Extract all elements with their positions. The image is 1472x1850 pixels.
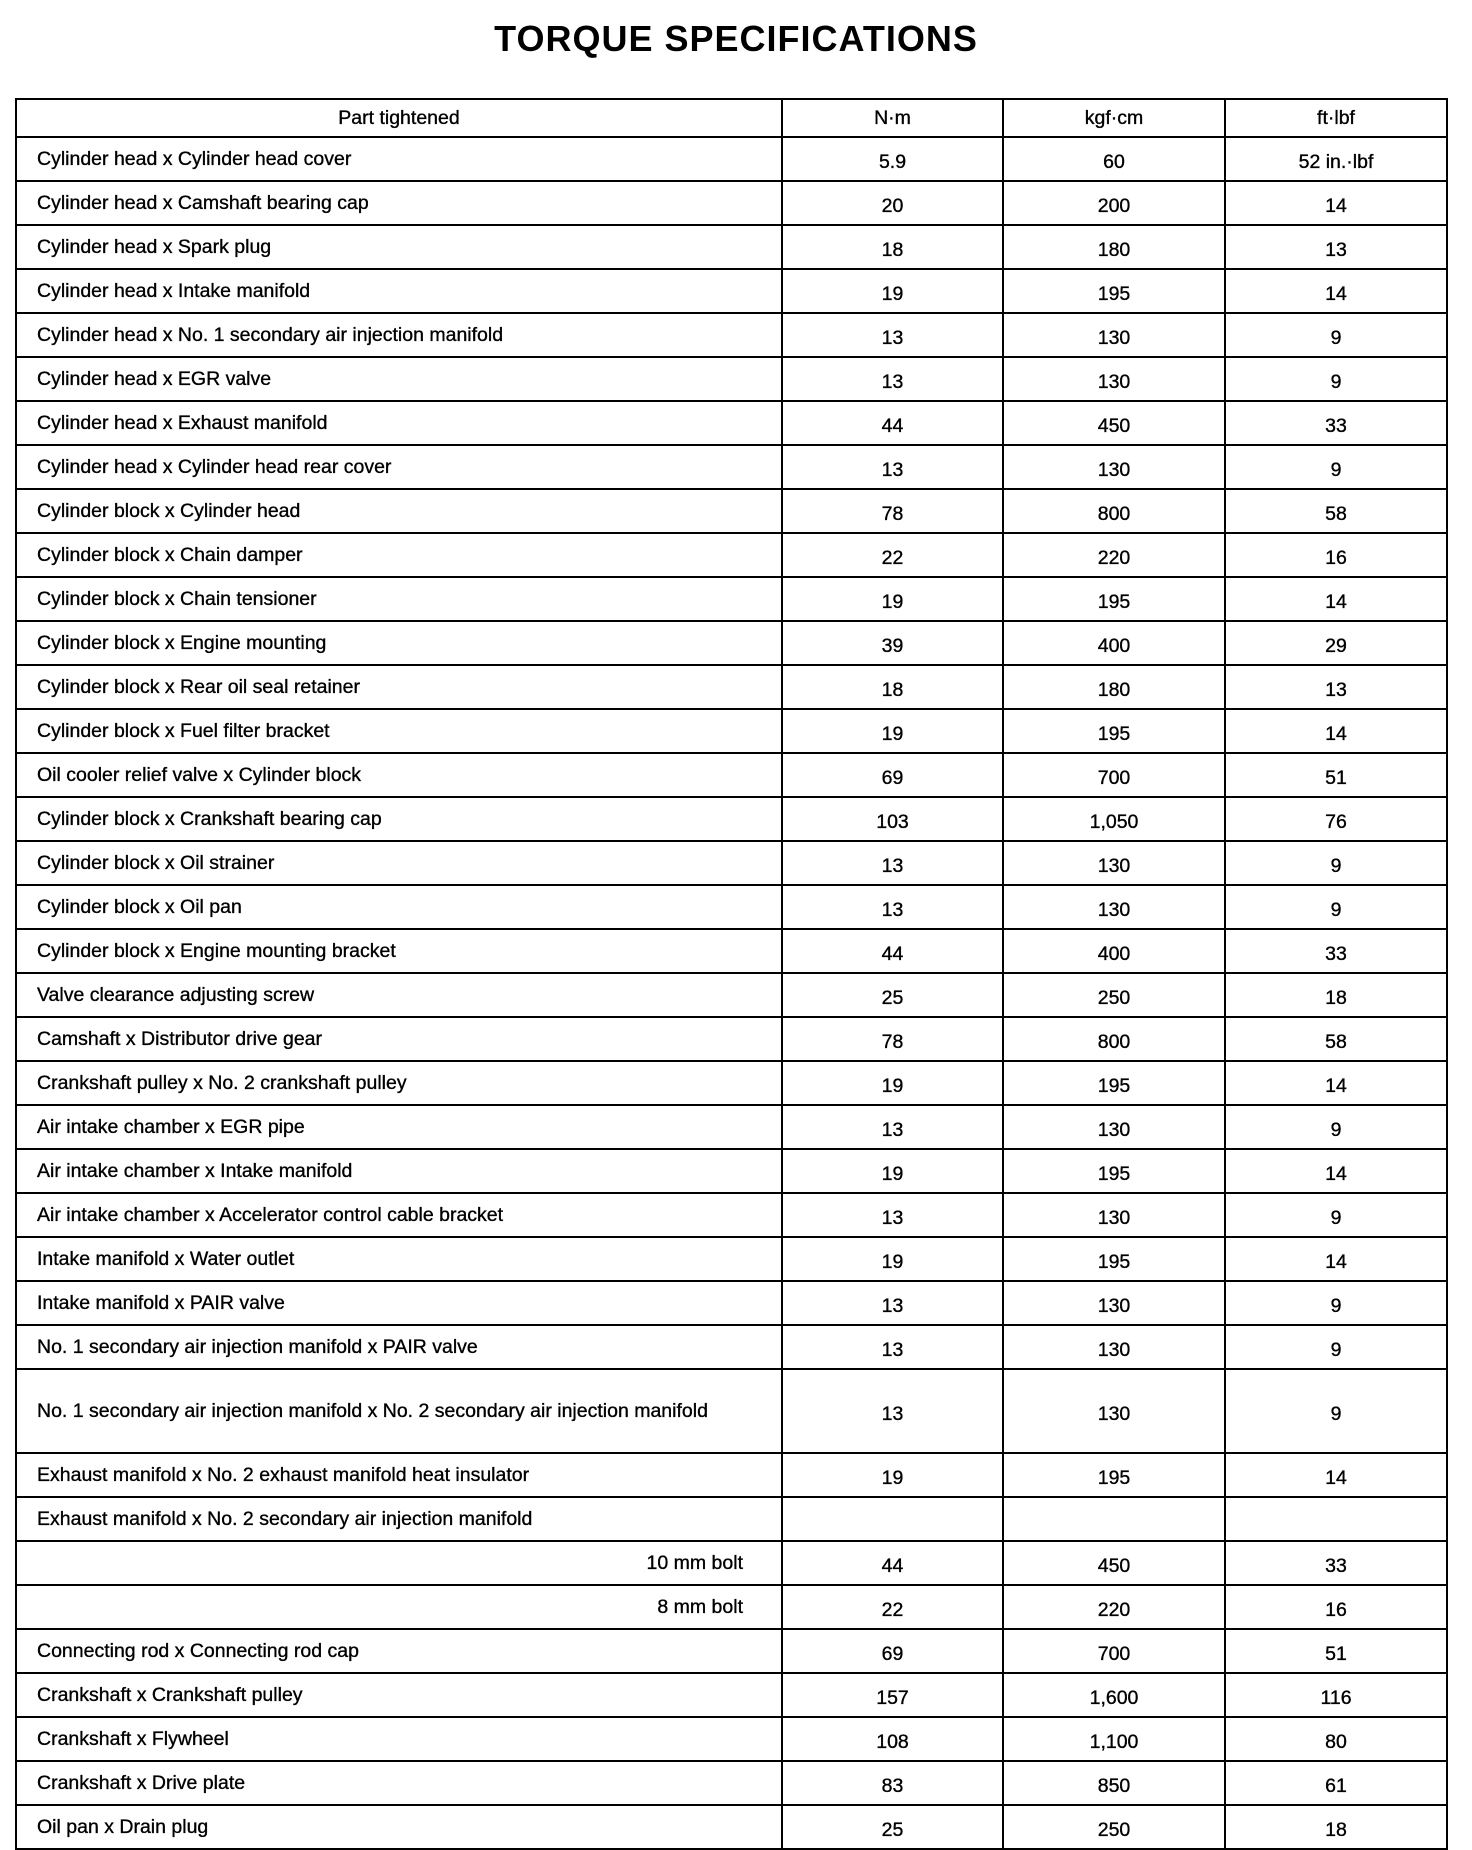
ft-lbf-cell: 80	[1225, 1717, 1447, 1761]
nm-cell: 78	[782, 1017, 1003, 1061]
ft-lbf-cell: 116	[1225, 1673, 1447, 1717]
nm-cell: 13	[782, 445, 1003, 489]
table-row	[16, 797, 1447, 841]
ft-lbf-cell: 58	[1225, 489, 1447, 533]
header-nm: N·m	[782, 99, 1003, 137]
table-row	[16, 533, 1447, 577]
ft-lbf-cell: 58	[1225, 1017, 1447, 1061]
kgf-cm-cell: 60	[1003, 137, 1225, 181]
nm-cell: 19	[782, 1149, 1003, 1193]
table-row	[16, 1193, 1447, 1237]
kgf-cm-cell: 130	[1003, 1193, 1225, 1237]
table-row	[16, 357, 1447, 401]
nm-cell: 25	[782, 1805, 1003, 1849]
ft-lbf-cell: 52 in.·lbf	[1225, 137, 1447, 181]
nm-cell: 108	[782, 1717, 1003, 1761]
ft-lbf-cell: 9	[1225, 313, 1447, 357]
nm-cell: 13	[782, 885, 1003, 929]
nm-cell: 13	[782, 1369, 1003, 1453]
nm-cell: 69	[782, 753, 1003, 797]
ft-lbf-cell: 16	[1225, 533, 1447, 577]
table-row	[16, 665, 1447, 709]
table-row	[16, 401, 1447, 445]
kgf-cm-cell: 800	[1003, 1017, 1225, 1061]
part-cell: Crankshaft pulley x No. 2 crankshaft pulley	[16, 1061, 782, 1105]
nm-cell: 25	[782, 973, 1003, 1017]
kgf-cm-cell: 130	[1003, 1369, 1225, 1453]
ft-lbf-cell: 18	[1225, 1805, 1447, 1849]
table-row	[16, 1369, 1447, 1453]
page-title: TORQUE SPECIFICATIONS	[494, 18, 978, 59]
nm-cell: 22	[782, 1585, 1003, 1629]
ft-lbf-cell: 14	[1225, 1453, 1447, 1497]
part-cell: Air intake chamber x EGR pipe	[16, 1105, 782, 1149]
nm-cell: 18	[782, 225, 1003, 269]
part-cell: Cylinder head x Cylinder head rear cover	[16, 445, 782, 489]
part-cell: Intake manifold x PAIR valve	[16, 1281, 782, 1325]
kgf-cm-cell: 450	[1003, 401, 1225, 445]
ft-lbf-cell: 9	[1225, 357, 1447, 401]
kgf-cm-cell: 195	[1003, 269, 1225, 313]
ft-lbf-cell: 14	[1225, 1237, 1447, 1281]
kgf-cm-cell: 130	[1003, 1105, 1225, 1149]
kgf-cm-cell: 200	[1003, 181, 1225, 225]
ft-lbf-cell: 14	[1225, 181, 1447, 225]
nm-cell: 103	[782, 797, 1003, 841]
nm-cell: 83	[782, 1761, 1003, 1805]
nm-cell: 13	[782, 1193, 1003, 1237]
ft-lbf-cell: 9	[1225, 445, 1447, 489]
part-cell: Cylinder block x Chain tensioner	[16, 577, 782, 621]
ft-lbf-cell: 51	[1225, 753, 1447, 797]
ft-lbf-cell: 9	[1225, 885, 1447, 929]
part-cell: Cylinder block x Cylinder head	[16, 489, 782, 533]
part-cell: Cylinder head x Spark plug	[16, 225, 782, 269]
kgf-cm-cell	[1003, 1497, 1225, 1541]
part-cell: Valve clearance adjusting screw	[16, 973, 782, 1017]
table-row	[16, 709, 1447, 753]
nm-cell: 13	[782, 357, 1003, 401]
part-cell: Cylinder block x Crankshaft bearing cap	[16, 797, 782, 841]
part-cell: Cylinder head x Camshaft bearing cap	[16, 181, 782, 225]
part-cell: No. 1 secondary air injection manifold x PAIR valve	[16, 1325, 782, 1369]
header-ft-lbf: ft·lbf	[1225, 99, 1447, 137]
kgf-cm-cell: 450	[1003, 1541, 1225, 1585]
ft-lbf-cell: 14	[1225, 1061, 1447, 1105]
kgf-cm-cell: 180	[1003, 225, 1225, 269]
ft-lbf-cell: 9	[1225, 1325, 1447, 1369]
kgf-cm-cell: 400	[1003, 621, 1225, 665]
kgf-cm-cell: 700	[1003, 1629, 1225, 1673]
table-row	[16, 225, 1447, 269]
kgf-cm-cell: 130	[1003, 885, 1225, 929]
ft-lbf-cell: 13	[1225, 225, 1447, 269]
table-row	[16, 313, 1447, 357]
part-cell: Cylinder block x Rear oil seal retainer	[16, 665, 782, 709]
ft-lbf-cell: 9	[1225, 1105, 1447, 1149]
ft-lbf-cell: 9	[1225, 1281, 1447, 1325]
part-cell: Cylinder block x Engine mounting bracket	[16, 929, 782, 973]
part-cell: Exhaust manifold x No. 2 exhaust manifold heat insulator	[16, 1453, 782, 1497]
table-row	[16, 1541, 1447, 1585]
table-header-row	[16, 99, 1447, 137]
ft-lbf-cell: 14	[1225, 1149, 1447, 1193]
nm-cell: 19	[782, 577, 1003, 621]
kgf-cm-cell: 1,600	[1003, 1673, 1225, 1717]
ft-lbf-cell: 29	[1225, 621, 1447, 665]
kgf-cm-cell: 1,050	[1003, 797, 1225, 841]
kgf-cm-cell: 195	[1003, 709, 1225, 753]
ft-lbf-cell: 14	[1225, 709, 1447, 753]
table-row	[16, 1497, 1447, 1541]
ft-lbf-cell: 51	[1225, 1629, 1447, 1673]
kgf-cm-cell: 130	[1003, 357, 1225, 401]
table-row	[16, 1717, 1447, 1761]
kgf-cm-cell: 130	[1003, 841, 1225, 885]
table-row	[16, 841, 1447, 885]
ft-lbf-cell: 9	[1225, 1369, 1447, 1453]
table-row	[16, 577, 1447, 621]
header-kgf-cm: kgf·cm	[1003, 99, 1225, 137]
kgf-cm-cell: 400	[1003, 929, 1225, 973]
nm-cell: 13	[782, 1105, 1003, 1149]
kgf-cm-cell: 850	[1003, 1761, 1225, 1805]
nm-cell: 19	[782, 1061, 1003, 1105]
kgf-cm-cell: 220	[1003, 533, 1225, 577]
part-cell: Intake manifold x Water outlet	[16, 1237, 782, 1281]
kgf-cm-cell: 130	[1003, 313, 1225, 357]
part-cell: Exhaust manifold x No. 2 secondary air injection manifold	[16, 1497, 782, 1541]
part-cell: Crankshaft x Flywheel	[16, 1717, 782, 1761]
nm-cell: 19	[782, 269, 1003, 313]
torque-table	[15, 98, 1448, 1850]
kgf-cm-cell: 195	[1003, 1237, 1225, 1281]
ft-lbf-cell: 33	[1225, 929, 1447, 973]
part-cell: Cylinder head x Exhaust manifold	[16, 401, 782, 445]
nm-cell: 19	[782, 1453, 1003, 1497]
kgf-cm-cell: 1,100	[1003, 1717, 1225, 1761]
part-cell: Cylinder block x Fuel filter bracket	[16, 709, 782, 753]
ft-lbf-cell: 16	[1225, 1585, 1447, 1629]
ft-lbf-cell	[1225, 1497, 1447, 1541]
table-row	[16, 1105, 1447, 1149]
table-row	[16, 1585, 1447, 1629]
header-part: Part tightened	[16, 99, 782, 137]
table-row	[16, 1325, 1447, 1369]
part-cell: Cylinder head x Cylinder head cover	[16, 137, 782, 181]
nm-cell: 39	[782, 621, 1003, 665]
part-cell: Air intake chamber x Intake manifold	[16, 1149, 782, 1193]
part-cell: Camshaft x Distributor drive gear	[16, 1017, 782, 1061]
part-cell: Cylinder head x Intake manifold	[16, 269, 782, 313]
kgf-cm-cell: 195	[1003, 577, 1225, 621]
kgf-cm-cell: 800	[1003, 489, 1225, 533]
table-row	[16, 1761, 1447, 1805]
ft-lbf-cell: 33	[1225, 401, 1447, 445]
kgf-cm-cell: 700	[1003, 753, 1225, 797]
part-cell: Oil pan x Drain plug	[16, 1805, 782, 1849]
nm-cell	[782, 1497, 1003, 1541]
table-row	[16, 885, 1447, 929]
part-cell: Cylinder head x EGR valve	[16, 357, 782, 401]
table-row	[16, 753, 1447, 797]
nm-cell: 13	[782, 841, 1003, 885]
table-row	[16, 1017, 1447, 1061]
nm-cell: 69	[782, 1629, 1003, 1673]
nm-cell: 5.9	[782, 137, 1003, 181]
kgf-cm-cell: 130	[1003, 1281, 1225, 1325]
ft-lbf-cell: 76	[1225, 797, 1447, 841]
part-cell: 8 mm bolt	[16, 1585, 782, 1629]
ft-lbf-cell: 13	[1225, 665, 1447, 709]
nm-cell: 13	[782, 1281, 1003, 1325]
part-cell: Cylinder block x Chain damper	[16, 533, 782, 577]
table-row	[16, 489, 1447, 533]
table-row	[16, 137, 1447, 181]
table-row	[16, 1453, 1447, 1497]
part-cell: Connecting rod x Connecting rod cap	[16, 1629, 782, 1673]
kgf-cm-cell: 195	[1003, 1149, 1225, 1193]
part-cell: Air intake chamber x Accelerator control cable bracket	[16, 1193, 782, 1237]
table-row	[16, 1281, 1447, 1325]
kgf-cm-cell: 250	[1003, 1805, 1225, 1849]
nm-cell: 44	[782, 401, 1003, 445]
ft-lbf-cell: 33	[1225, 1541, 1447, 1585]
table-row	[16, 973, 1447, 1017]
part-cell: Cylinder block x Oil pan	[16, 885, 782, 929]
part-cell: 10 mm bolt	[16, 1541, 782, 1585]
kgf-cm-cell: 130	[1003, 445, 1225, 489]
nm-cell: 22	[782, 533, 1003, 577]
part-cell: No. 1 secondary air injection manifold x No. 2 secondary air injection manifold	[16, 1369, 782, 1453]
table-row	[16, 1673, 1447, 1717]
nm-cell: 157	[782, 1673, 1003, 1717]
part-cell: Crankshaft x Crankshaft pulley	[16, 1673, 782, 1717]
nm-cell: 13	[782, 1325, 1003, 1369]
table-row	[16, 1237, 1447, 1281]
nm-cell: 20	[782, 181, 1003, 225]
table-row	[16, 1149, 1447, 1193]
kgf-cm-cell: 130	[1003, 1325, 1225, 1369]
part-cell: Cylinder block x Engine mounting	[16, 621, 782, 665]
ft-lbf-cell: 61	[1225, 1761, 1447, 1805]
nm-cell: 19	[782, 1237, 1003, 1281]
table-row	[16, 1629, 1447, 1673]
nm-cell: 18	[782, 665, 1003, 709]
table-row	[16, 929, 1447, 973]
ft-lbf-cell: 18	[1225, 973, 1447, 1017]
table-row	[16, 445, 1447, 489]
kgf-cm-cell: 250	[1003, 973, 1225, 1017]
nm-cell: 13	[782, 313, 1003, 357]
nm-cell: 44	[782, 929, 1003, 973]
table-body	[16, 137, 1447, 1849]
part-cell: Cylinder head x No. 1 secondary air injection manifold	[16, 313, 782, 357]
nm-cell: 19	[782, 709, 1003, 753]
nm-cell: 44	[782, 1541, 1003, 1585]
ft-lbf-cell: 9	[1225, 841, 1447, 885]
ft-lbf-cell: 9	[1225, 1193, 1447, 1237]
table-row	[16, 269, 1447, 313]
table-row	[16, 621, 1447, 665]
part-cell: Crankshaft x Drive plate	[16, 1761, 782, 1805]
table-row	[16, 1061, 1447, 1105]
table-row	[16, 1805, 1447, 1849]
ft-lbf-cell: 14	[1225, 269, 1447, 313]
table-row	[16, 181, 1447, 225]
ft-lbf-cell: 14	[1225, 577, 1447, 621]
kgf-cm-cell: 220	[1003, 1585, 1225, 1629]
kgf-cm-cell: 195	[1003, 1453, 1225, 1497]
kgf-cm-cell: 195	[1003, 1061, 1225, 1105]
nm-cell: 78	[782, 489, 1003, 533]
part-cell: Cylinder block x Oil strainer	[16, 841, 782, 885]
kgf-cm-cell: 180	[1003, 665, 1225, 709]
part-cell: Oil cooler relief valve x Cylinder block	[16, 753, 782, 797]
